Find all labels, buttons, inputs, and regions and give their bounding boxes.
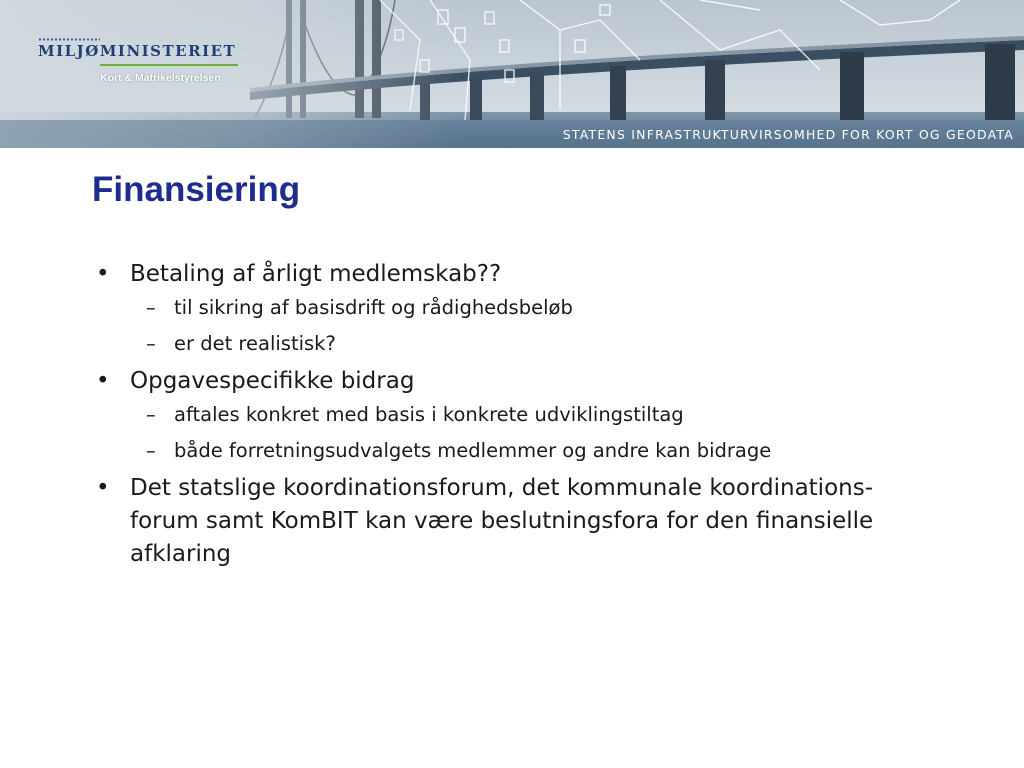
dash-icon: – (146, 439, 156, 462)
sub-bullet-text: til sikring af basisdrift og rådighedsbeløb (174, 296, 573, 319)
sub-bullet-list (130, 400, 932, 466)
sub-bullet-text: er det realistisk? (174, 332, 336, 355)
bullet-item (92, 258, 932, 359)
bullet-text: Betaling af årligt medlemskab?? (130, 261, 502, 287)
header-banner (0, 0, 1024, 148)
dash-icon: – (146, 403, 156, 426)
bullet-dot-icon: • (96, 261, 110, 287)
sub-bullet-item (130, 400, 932, 430)
dash-icon: – (146, 296, 156, 319)
slide-title: Finansiering (92, 170, 301, 209)
bullet-text: Opgavespecifikke bidrag (130, 368, 415, 394)
logo-name: MILJØMINISTERIET (38, 42, 237, 60)
ministry-logo (38, 42, 243, 84)
dash-icon: – (146, 332, 156, 355)
header-tagline: STATENS INFRASTRUKTURVIRSOMHED FOR KORT OG GEODATA (562, 127, 1014, 142)
sub-bullet-item (130, 436, 932, 466)
logo-divider (100, 64, 238, 66)
logo-subtitle: Kort & Matrikelstyrelsen (100, 72, 221, 84)
slide-body (92, 258, 932, 573)
bullet-item (92, 472, 932, 571)
sub-bullet-text: aftales konkret med basis i konkrete udviklingstiltag (174, 403, 684, 426)
bullet-dot-icon: • (96, 368, 110, 394)
sub-bullet-item (130, 293, 932, 323)
bullet-dot-icon: • (96, 475, 110, 501)
bullet-item (92, 365, 932, 466)
sub-bullet-list (130, 293, 932, 359)
sub-bullet-text: både forretningsudvalgets medlemmer og andre kan bidrage (174, 439, 772, 462)
sub-bullet-item (130, 329, 932, 359)
bullet-text: Det statslige koordinationsforum, det kommunale koordinations-forum samt KomBIT kan være beslutningsfora for den finansielle afklaring (130, 475, 874, 567)
bullet-list (92, 258, 932, 571)
logo-dots (38, 38, 100, 41)
